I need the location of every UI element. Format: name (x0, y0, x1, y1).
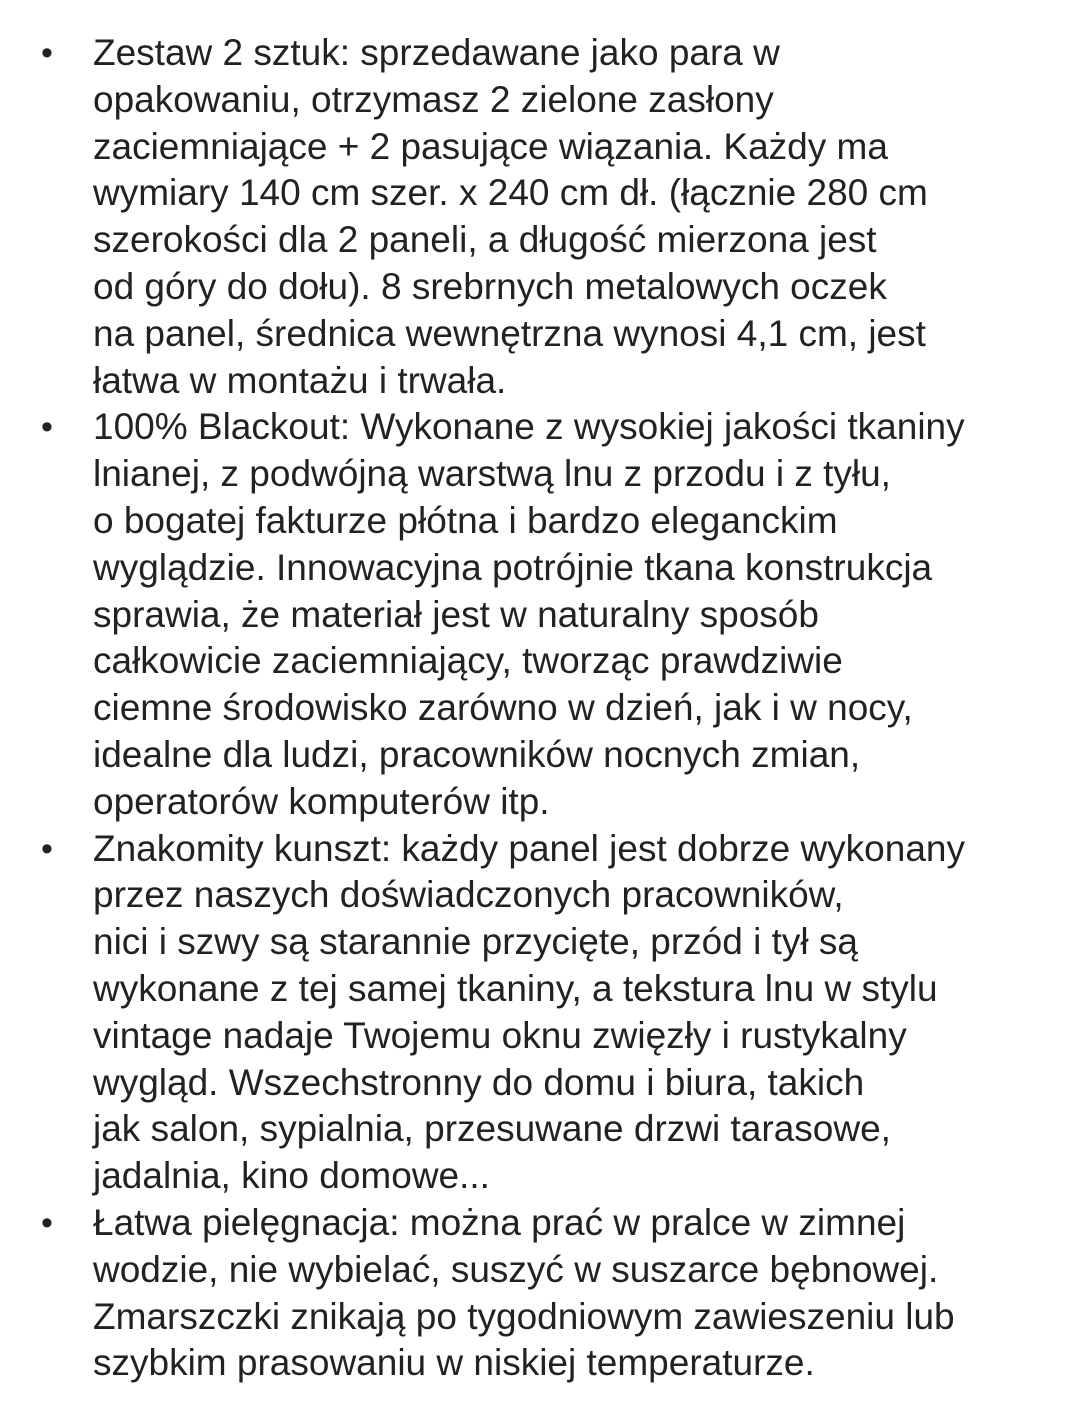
bullet-item (0, 30, 1080, 404)
bullet-dot-icon: • (41, 408, 53, 447)
bullet-item (0, 826, 1080, 1200)
bullet-text-line: wymiary 140 cm szer. x 240 cm dł. (łącznie 280 cm (93, 172, 928, 214)
bullet-text-line: 100% Blackout: Wykonane z wysokiej jakości tkaniny (93, 406, 965, 448)
bullet-text-line: opakowaniu, otrzymasz 2 zielone zasłony (93, 78, 774, 120)
bullet-text-line: o bogatej fakturze płótna i bardzo eleganckim (93, 499, 838, 541)
bullet-text-line: przez naszych doświadczonych pracowników, (93, 874, 844, 916)
bullet-text-line: Zmarszczki znikają po tygodniowym zawieszeniu lub (93, 1295, 955, 1337)
bullet-text-line: wygląd. Wszechstronny do domu i biura, takich (93, 1061, 865, 1103)
bullet-text-line: wyglądzie. Innowacyjna potrójnie tkana konstrukcja (93, 546, 933, 588)
bullet-text-line: operatorów komputerów itp. (93, 780, 550, 822)
bullet-text-line: ciemne środowisko zarówno w dzień, jak i w nocy, (93, 687, 913, 729)
bullet-text-line: łatwa w montażu i trwała. (93, 359, 507, 401)
bullet-text-line: wykonane z tej samej tkaniny, a tekstura lnu w stylu (93, 967, 938, 1009)
bullet-text-line: idealne dla ludzi, pracowników nocnych zmian, (93, 733, 861, 775)
bullet-text-line: sprawia, że materiał jest w naturalny sposób (93, 593, 819, 635)
bullet-text-line: wodzie, nie wybielać, suszyć w suszarce bębnowej. (93, 1248, 939, 1290)
bullet-text-line: nici i szwy są starannie przycięte, przód i tył są (93, 921, 858, 963)
bullet-text-line: vintage nadaje Twojemu oknu zwięzły i rustykalny (93, 1014, 907, 1056)
bullet-text-line: szerokości dla 2 paneli, a długość mierzona jest (93, 219, 877, 261)
bullet-text-line: na panel, średnica wewnętrzna wynosi 4,1 cm, jest (93, 312, 926, 354)
bullet-text-line: Łatwa pielęgnacja: można prać w pralce w zimnej (93, 1201, 906, 1243)
bullet-text-line: jadalnia, kino domowe... (93, 1155, 490, 1197)
bullet-dot-icon: • (41, 1203, 53, 1242)
bullet-text-line: Zestaw 2 sztuk: sprzedawane jako para w (93, 32, 780, 73)
bullet-item (0, 1200, 1080, 1387)
feature-bullet-list (0, 30, 1080, 1387)
bullet-text-line: od góry do dołu). 8 srebrnych metalowych oczek (93, 265, 887, 307)
bullet-text-line: całkowicie zaciemniający, tworząc prawdziwie (93, 640, 843, 682)
bullet-dot-icon: • (41, 34, 53, 72)
bullet-text-line: zaciemniające + 2 pasujące wiązania. Każdy ma (93, 125, 888, 167)
bullet-dot-icon: • (41, 829, 53, 868)
bullet-item (0, 404, 1080, 825)
bullet-text-line: jak salon, sypialnia, przesuwane drzwi tarasowe, (93, 1108, 891, 1150)
bullet-text-line: lnianej, z podwójną warstwą lnu z przodu i z tyłu, (93, 453, 891, 495)
product-description (0, 30, 1080, 1387)
bullet-text-line: Znakomity kunszt: każdy panel jest dobrze wykonany (93, 827, 965, 869)
bullet-text-line: szybkim prasowaniu w niskiej temperaturze. (93, 1342, 815, 1384)
